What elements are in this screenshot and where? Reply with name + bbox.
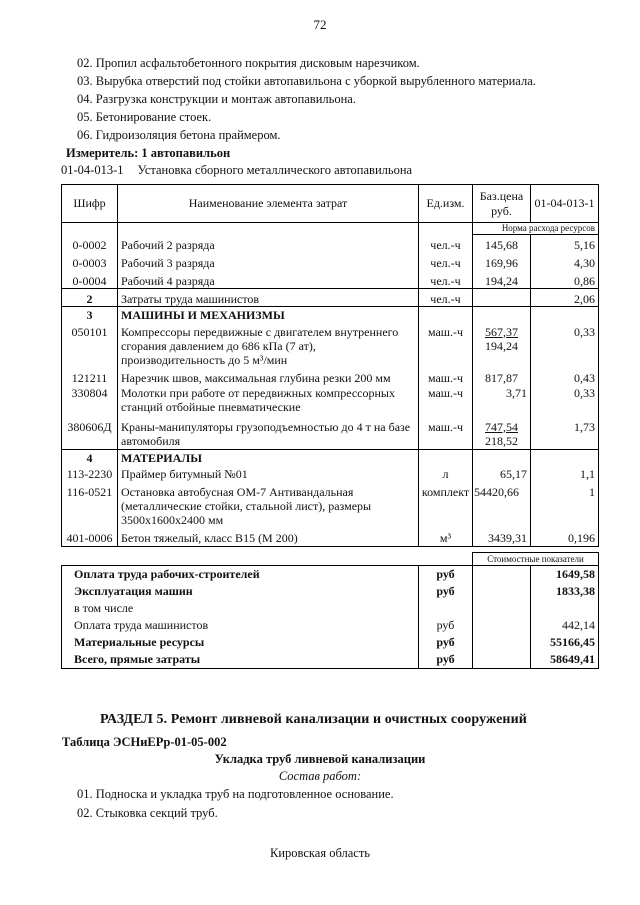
row-price: 65,17 — [473, 466, 531, 483]
totals-header: Стоимостные показатели — [473, 553, 599, 566]
total-label: Эксплуатация машин — [62, 583, 419, 600]
row-name: Рабочий 2 разряда — [118, 235, 419, 253]
row-price: 194,24 — [473, 271, 531, 289]
row-unit: маш.-ч — [419, 367, 473, 385]
page-number: 72 — [313, 17, 327, 32]
section-title: МАШИНЫ И МЕХАНИЗМЫ — [118, 307, 419, 323]
total-label: Оплата труда рабочих-строителей — [62, 566, 419, 584]
resource-table — [61, 184, 599, 547]
row-norm: 0,196 — [531, 529, 599, 547]
row-norm: 2,06 — [531, 289, 599, 307]
row-norm: 1 — [531, 483, 599, 529]
row-price: 145,68 — [473, 235, 531, 253]
total-unit: руб — [419, 634, 473, 651]
sostav-heading: Состав работ: — [278, 769, 362, 783]
footer-region: Кировская область — [269, 846, 370, 860]
row-price: 54420,66 — [473, 483, 531, 529]
work-item: 06. Гидроизоляция бетона праймером. — [77, 128, 281, 142]
row-price: 3439,31 — [473, 529, 531, 547]
row-code: 116-0521 — [62, 483, 118, 529]
row-unit: л — [419, 466, 473, 483]
row-code: 113-2230 — [62, 466, 118, 483]
price-main: 567,37 — [485, 324, 518, 339]
row-unit: комплект — [419, 483, 473, 529]
row-code: 0-0004 — [62, 271, 118, 289]
table-heading: Таблица ЭСНиЕРр-01-05-002 — [62, 735, 227, 749]
header-code: Шифр — [62, 185, 118, 223]
section-code: 4 — [62, 450, 118, 466]
total-label: в том числе — [62, 600, 419, 617]
row-name: Праймер битумный №01 — [118, 466, 419, 483]
total-label: Материальные ресурсы — [62, 634, 419, 651]
table-code: 01-04-013-1 — [61, 163, 124, 177]
norm-subheader: Норма расхода ресурсов — [473, 223, 599, 235]
header-name: Наименование элемента затрат — [118, 185, 419, 223]
row-unit: чел.-ч — [419, 289, 473, 307]
row-price — [473, 289, 531, 307]
total-value: 442,14 — [531, 617, 599, 634]
work-item: 03. Вырубка отверстий под стойки автопавильона с уборкой вырубленного материала. — [77, 74, 536, 88]
sostav-item: 02. Стыковка секций труб. — [77, 806, 218, 820]
row-name: Нарезчик швов, максимальная глубина резки 200 мм — [118, 367, 419, 385]
total-label: Оплата труда машинистов — [62, 617, 419, 634]
row-name: Рабочий 3 разряда — [118, 253, 419, 271]
work-item: 05. Бетонирование стоек. — [77, 110, 212, 124]
row-unit: м³ — [419, 529, 473, 547]
row-norm: 0,86 — [531, 271, 599, 289]
totals-table — [61, 552, 599, 669]
row-code: 0-0003 — [62, 253, 118, 271]
row-code: 121211 — [62, 367, 118, 385]
section-heading: РАЗДЕЛ 5. Ремонт ливневой канализации и очистных сооружений — [100, 712, 527, 727]
header-norm: 01-04-013-1 — [531, 185, 599, 223]
row-norm: 1,73 — [531, 418, 599, 450]
row-name: Рабочий 4 разряда — [118, 271, 419, 289]
table-code-line — [61, 163, 412, 178]
sostav-item: 01. Подноска и укладка труб на подготовленное основание. — [77, 787, 394, 801]
row-unit: маш.-ч — [419, 418, 473, 450]
price-secondary: 194,24 — [485, 338, 518, 353]
row-code: 2 — [62, 289, 118, 307]
total-unit: руб — [419, 617, 473, 634]
price-main: 747,54 — [485, 419, 518, 434]
row-price — [473, 323, 531, 367]
row-code: 050101 — [62, 323, 118, 367]
row-code: 0-0002 — [62, 235, 118, 253]
header-price: Баз.цена руб. — [473, 185, 531, 223]
row-name: Затраты труда машинистов — [118, 289, 419, 307]
total-value: 55166,45 — [531, 634, 599, 651]
work-item: 02. Пропил асфальтобетонного покрытия дисковым нарезчиком. — [77, 56, 420, 70]
table-code-title: Установка сборного металлического автопавильона — [137, 163, 413, 177]
work-item: 04. Разгрузка конструкции и монтаж автопавильона. — [77, 92, 356, 106]
section-title: МАТЕРИАЛЫ — [118, 450, 419, 466]
row-unit: маш.-ч — [419, 323, 473, 367]
row-norm: 0,43 — [531, 367, 599, 385]
row-code: 330804 — [62, 385, 118, 418]
total-value: 1833,38 — [531, 583, 599, 600]
row-price: 169,96 — [473, 253, 531, 271]
row-code: 401-0006 — [62, 529, 118, 547]
measure-unit: Измеритель: 1 автопавильон — [66, 146, 231, 160]
header-unit: Ед.изм. — [419, 185, 473, 223]
row-price: 3,71 — [473, 385, 531, 418]
row-unit: чел.-ч — [419, 271, 473, 289]
price-secondary: 218,52 — [485, 433, 518, 448]
total-label: Всего, прямые затраты — [62, 651, 419, 669]
total-value: 58649,41 — [531, 651, 599, 669]
row-name: Бетон тяжелый, класс В15 (М 200) — [118, 529, 419, 547]
total-unit: руб — [419, 583, 473, 600]
row-code: 380606Д — [62, 418, 118, 450]
row-unit: чел.-ч — [419, 235, 473, 253]
row-norm: 1,1 — [531, 466, 599, 483]
row-norm: 5,16 — [531, 235, 599, 253]
row-name: Молотки при работе от передвижных компрессорных станций отбойные пневматические — [118, 385, 419, 418]
row-name: Остановка автобусная ОМ-7 Антивандальная (металлические стойки, стальной лист), размеры 3500х1600х2400 мм — [118, 483, 419, 529]
row-norm: 0,33 — [531, 323, 599, 367]
total-value: 1649,58 — [531, 566, 599, 584]
table-subtitle: Укладка труб ливневой канализации — [214, 752, 426, 766]
row-unit: чел.-ч — [419, 253, 473, 271]
row-name: Компрессоры передвижные с двигателем внутреннего сгорания давлением до 686 кПа (7 ат), производительность до 5 м³/мин — [118, 323, 419, 367]
row-price: 817,87 — [473, 367, 531, 385]
row-norm: 0,33 — [531, 385, 599, 418]
total-unit: руб — [419, 651, 473, 669]
row-price — [473, 418, 531, 450]
section-code: 3 — [62, 307, 118, 323]
row-unit: маш.-ч — [419, 385, 473, 418]
row-name: Краны-манипуляторы грузоподъемностью до 4 т на базе автомобиля — [118, 418, 419, 450]
total-unit: руб — [419, 566, 473, 584]
row-norm: 4,30 — [531, 253, 599, 271]
